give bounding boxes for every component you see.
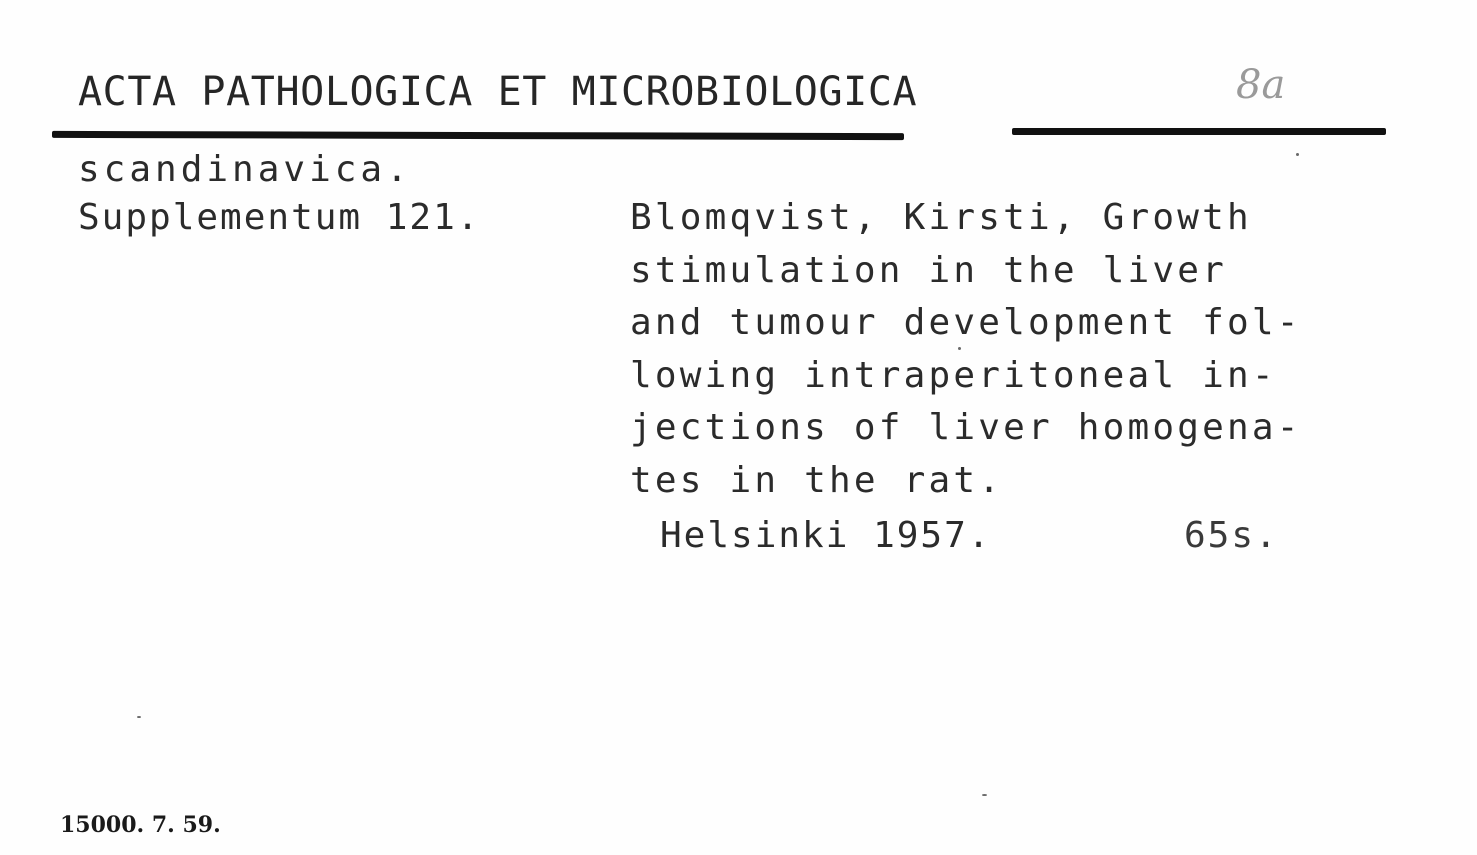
heading-underline-left xyxy=(52,131,904,140)
entry-line: jections of liver homogena- xyxy=(630,407,1302,448)
ink-speck xyxy=(137,716,141,718)
ink-speck xyxy=(982,794,987,796)
bibliographic-entry xyxy=(630,198,1302,513)
card-print-code: 15000. 7. 59. xyxy=(60,812,221,838)
series-heading: ACTA PATHOLOGICA ET MICROBIOLOGICA xyxy=(78,69,918,115)
handwritten-mark: 8a xyxy=(1236,62,1286,108)
page-count: 65s. xyxy=(1184,515,1279,556)
ink-speck xyxy=(958,347,961,350)
heading-underline-right xyxy=(1012,128,1386,135)
series-subtitle: scandinavica. xyxy=(78,149,412,190)
entry-line: lowing intraperitoneal in- xyxy=(630,354,1277,396)
entry-line: and tumour development fol- xyxy=(630,302,1302,343)
supplement-number: Supplementum 121. xyxy=(78,197,481,238)
entry-line: stimulation in the liver xyxy=(630,249,1227,291)
imprint-place-year: Helsinki 1957. xyxy=(660,515,992,556)
entry-line: Blomqvist, Kirsti, Growth xyxy=(630,197,1252,238)
entry-line: tes in the rat. xyxy=(630,459,1004,501)
ink-speck xyxy=(1296,153,1299,156)
